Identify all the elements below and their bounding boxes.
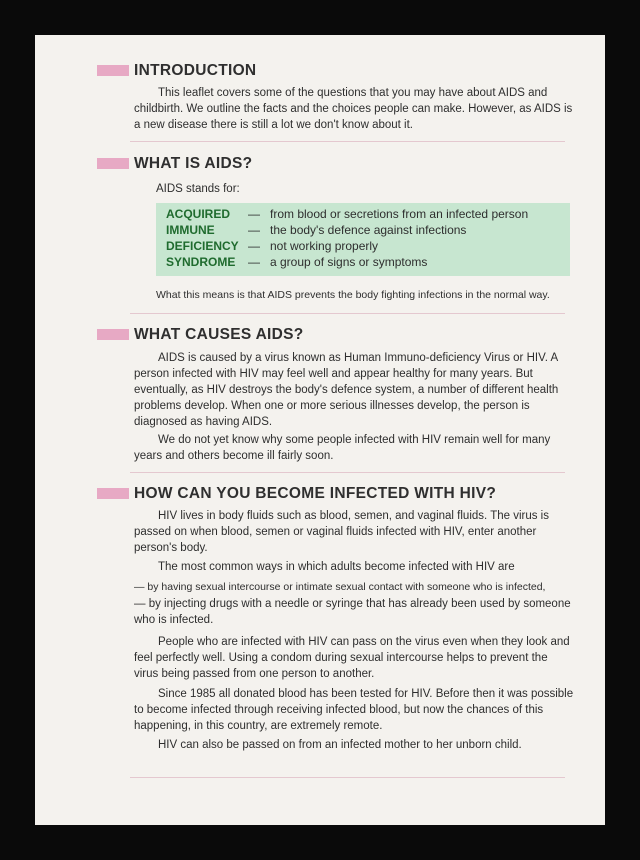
causes-paragraph: We do not yet know why some people infected with HIV remain well for many years and others become ill fairly soon. bbox=[134, 434, 551, 462]
acronym-dash: — bbox=[248, 207, 260, 221]
heading-what-causes-aids: WHAT CAUSES AIDS? bbox=[134, 326, 304, 343]
acronym-term: DEFICIENCY bbox=[166, 239, 239, 253]
section-divider bbox=[130, 313, 565, 314]
section-divider bbox=[130, 141, 565, 142]
infection-bullet: — by having sexual intercourse or intimate sexual contact with someone who is infected, bbox=[134, 581, 546, 593]
section-divider bbox=[130, 777, 565, 778]
acronym-dash: — bbox=[248, 223, 260, 237]
acronym-meaning: a group of signs or symptoms bbox=[270, 255, 428, 269]
acronym-meaning: from blood or secretions from an infected person bbox=[270, 207, 529, 221]
infection-paragraph: HIV can also be passed on from an infected mother to her unborn child. bbox=[158, 739, 522, 751]
heading-how-infected: HOW CAN YOU BECOME INFECTED WITH HIV? bbox=[134, 485, 497, 502]
heading-introduction: INTRODUCTION bbox=[134, 62, 257, 79]
aids-summary: What this means is that AIDS prevents the body fighting infections in the normal way. bbox=[156, 289, 550, 301]
infection-bullet: — by injecting drugs with a needle or syringe that has already been used by someone who is infected. bbox=[134, 598, 571, 626]
acronym-term: ACQUIRED bbox=[166, 207, 231, 221]
infection-paragraph: People who are infected with HIV can pass on the virus even when they look and feel perfectly well. Using a condom during sexual intercourse helps to prevent the virus being passed from one person to another. bbox=[134, 636, 570, 680]
causes-paragraph: AIDS is caused by a virus known as Human Immuno-deficiency Virus or HIV. A person infected with HIV may feel well and appear healthy for many years. But eventually, as HIV destroys the body's defence system, a number of different health problems develop. When one or more serious illnesses develop, the person is diagnosed as having AIDS. bbox=[134, 352, 559, 428]
leaflet-page bbox=[35, 35, 605, 825]
infection-paragraph: Since 1985 all donated blood has been tested for HIV. Before then it was possible to become infected through receiving infected blood, but now the chances of this happening, in this country, are extremely remote. bbox=[134, 688, 574, 732]
aids-stands-for: AIDS stands for: bbox=[156, 183, 240, 195]
acronym-dash: — bbox=[248, 239, 260, 253]
acronym-term: SYNDROME bbox=[166, 255, 236, 269]
acronym-dash: — bbox=[248, 255, 260, 269]
section-marker bbox=[97, 329, 129, 340]
acronym-meaning: the body's defence against infections bbox=[270, 223, 467, 237]
section-marker bbox=[97, 65, 129, 76]
section-marker bbox=[97, 488, 129, 499]
introduction-text: This leaflet covers some of the questions that you may have about AIDS and childbirth. We outline the facts and the choices people can make. However, as AIDS is a new disease there is still a lot we don't know about it. bbox=[134, 87, 573, 131]
acronym-term: IMMUNE bbox=[166, 223, 215, 237]
section-marker bbox=[97, 158, 129, 169]
heading-what-is-aids: WHAT IS AIDS? bbox=[134, 155, 253, 172]
section-divider bbox=[130, 472, 565, 473]
infection-paragraph: HIV lives in body fluids such as blood, semen, and vaginal fluids. The virus is passed on when blood, semen or vaginal fluids infected with HIV, enter another person's body. bbox=[134, 510, 549, 554]
acronym-meaning: not working properly bbox=[270, 239, 379, 253]
acronym-box bbox=[156, 203, 570, 276]
infection-paragraph: The most common ways in which adults become infected with HIV are bbox=[158, 561, 515, 573]
